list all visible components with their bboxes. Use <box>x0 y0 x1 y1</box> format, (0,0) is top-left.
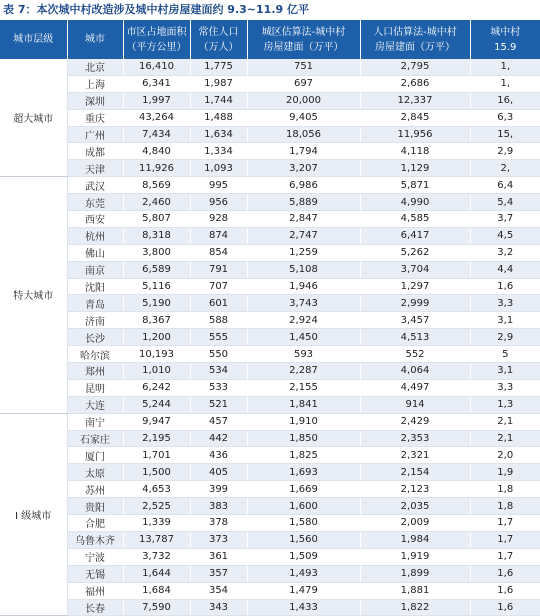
value-cell: 2,686 <box>360 75 470 92</box>
column-header-text: 市区占地面积 <box>126 26 187 38</box>
city-name-cell: 西安 <box>67 211 123 228</box>
value-cell: 1,7 <box>470 515 540 532</box>
table-row <box>0 244 540 261</box>
table-row <box>0 430 540 447</box>
value-cell: 5,807 <box>123 211 190 228</box>
value-cell: 1,580 <box>247 515 360 532</box>
value-cell: 534 <box>190 363 247 380</box>
value-cell: 1,200 <box>123 329 190 346</box>
value-cell: 2,747 <box>247 227 360 244</box>
value-cell: 593 <box>247 346 360 363</box>
table-row <box>0 227 540 244</box>
city-name-cell: 合肥 <box>67 515 123 532</box>
column-header <box>190 20 247 59</box>
value-cell: 2,009 <box>360 515 470 532</box>
city-name-cell: 宁波 <box>67 548 123 565</box>
value-cell: 6,341 <box>123 75 190 92</box>
value-cell: 357 <box>190 565 247 582</box>
value-cell: 3,1 <box>470 363 540 380</box>
value-cell: 2,9 <box>470 143 540 160</box>
city-name-cell: 成都 <box>67 143 123 160</box>
value-cell: 1,744 <box>190 92 247 109</box>
value-cell: 1,7 <box>470 531 540 548</box>
value-cell: 3,207 <box>247 160 360 177</box>
value-cell: 2,460 <box>123 194 190 211</box>
column-header-text: 15.9 <box>494 41 517 53</box>
city-name-cell: 深圳 <box>67 92 123 109</box>
table-row <box>0 75 540 92</box>
city-name-cell: 郑州 <box>67 363 123 380</box>
city-name-cell: 南京 <box>67 261 123 278</box>
value-cell: 1,297 <box>360 278 470 295</box>
value-cell: 5,889 <box>247 194 360 211</box>
value-cell: 5 <box>470 346 540 363</box>
value-cell: 2,525 <box>123 498 190 515</box>
value-cell: 405 <box>190 464 247 481</box>
value-cell: 4,585 <box>360 211 470 228</box>
city-name-cell: 杭州 <box>67 227 123 244</box>
value-cell: 2,795 <box>360 59 470 75</box>
value-cell: 1,910 <box>247 413 360 430</box>
value-cell: 1,684 <box>123 582 190 599</box>
value-cell: 2,195 <box>123 430 190 447</box>
value-cell: 9,405 <box>247 109 360 126</box>
table-row <box>0 59 540 75</box>
city-name-cell: 青岛 <box>67 295 123 312</box>
value-cell: 457 <box>190 413 247 430</box>
value-cell: 2,847 <box>247 211 360 228</box>
column-header-text: 城市 <box>85 34 105 45</box>
column-header-text: （万人） <box>198 41 239 53</box>
value-cell: 8,318 <box>123 227 190 244</box>
city-name-cell: 苏州 <box>67 481 123 498</box>
table-row <box>0 363 540 380</box>
value-cell: 601 <box>190 295 247 312</box>
table-row <box>0 329 540 346</box>
value-cell: 2,353 <box>360 430 470 447</box>
value-cell: 1,8 <box>470 498 540 515</box>
city-tier-cell: I 级城市 <box>0 413 67 616</box>
value-cell: 1,010 <box>123 363 190 380</box>
table-row <box>0 582 540 599</box>
value-cell: 1,339 <box>123 515 190 532</box>
value-cell: 751 <box>247 59 360 75</box>
table-row <box>0 211 540 228</box>
value-cell: 1,701 <box>123 447 190 464</box>
value-cell: 1,433 <box>247 599 360 616</box>
table-header <box>0 20 540 59</box>
value-cell: 533 <box>190 379 247 396</box>
value-cell: 2,1 <box>470 430 540 447</box>
value-cell: 2,123 <box>360 481 470 498</box>
city-name-cell: 北京 <box>67 59 123 75</box>
value-cell: 12,337 <box>360 92 470 109</box>
value-cell: 1,6 <box>470 599 540 616</box>
table-row <box>0 464 540 481</box>
value-cell: 5,108 <box>247 261 360 278</box>
table-row <box>0 261 540 278</box>
value-cell: 6,242 <box>123 379 190 396</box>
value-cell: 1,881 <box>360 582 470 599</box>
value-cell: 4,513 <box>360 329 470 346</box>
value-cell: 1,984 <box>360 531 470 548</box>
value-cell: 2,035 <box>360 498 470 515</box>
city-name-cell: 东莞 <box>67 194 123 211</box>
value-cell: 4,653 <box>123 481 190 498</box>
value-cell: 6,417 <box>360 227 470 244</box>
value-cell: 13,787 <box>123 531 190 548</box>
value-cell: 43,264 <box>123 109 190 126</box>
column-header <box>67 20 123 59</box>
value-cell: 3,1 <box>470 312 540 329</box>
city-name-cell: 无锡 <box>67 565 123 582</box>
column-header-text: 房屋建面（万平） <box>375 41 455 53</box>
table-row <box>0 295 540 312</box>
value-cell: 436 <box>190 447 247 464</box>
value-cell: 1,3 <box>470 396 540 413</box>
value-cell: 1,259 <box>247 244 360 261</box>
value-cell: 9,947 <box>123 413 190 430</box>
value-cell: 1,9 <box>470 464 540 481</box>
value-cell: 378 <box>190 515 247 532</box>
value-cell: 2,429 <box>360 413 470 430</box>
table-row <box>0 143 540 160</box>
value-cell: 1,6 <box>470 582 540 599</box>
table-row <box>0 194 540 211</box>
city-name-cell: 重庆 <box>67 109 123 126</box>
table-row <box>0 109 540 126</box>
value-cell: 3,2 <box>470 244 540 261</box>
value-cell: 1,6 <box>470 278 540 295</box>
value-cell: 1,334 <box>190 143 247 160</box>
value-cell: 1,093 <box>190 160 247 177</box>
value-cell: 1,509 <box>247 548 360 565</box>
value-cell: 16, <box>470 92 540 109</box>
value-cell: 343 <box>190 599 247 616</box>
column-header-text: （平方公里） <box>126 41 187 53</box>
table-row <box>0 599 540 616</box>
table-row <box>0 92 540 109</box>
column-header <box>470 20 540 59</box>
value-cell: 5,190 <box>123 295 190 312</box>
value-cell: 1,822 <box>360 599 470 616</box>
value-cell: 8,367 <box>123 312 190 329</box>
value-cell: 1,919 <box>360 548 470 565</box>
value-cell: 1,560 <box>247 531 360 548</box>
table-title: 表 7：本次城中村改造涉及城中村房屋建面约 9.3~11.9 亿平 <box>3 3 309 16</box>
value-cell: 2,999 <box>360 295 470 312</box>
value-cell: 2,9 <box>470 329 540 346</box>
table-row <box>0 379 540 396</box>
value-cell: 442 <box>190 430 247 447</box>
city-name-cell: 佛山 <box>67 244 123 261</box>
value-cell: 11,926 <box>123 160 190 177</box>
column-header-text: 人口估算法-城中村 <box>373 26 457 38</box>
value-cell: 1,644 <box>123 565 190 582</box>
value-cell: 521 <box>190 396 247 413</box>
city-name-cell: 南宁 <box>67 413 123 430</box>
table-row <box>0 160 540 177</box>
value-cell: 2,1 <box>470 413 540 430</box>
table-row <box>0 346 540 363</box>
value-cell: 791 <box>190 261 247 278</box>
city-name-cell: 天津 <box>67 160 123 177</box>
column-header <box>123 20 190 59</box>
value-cell: 854 <box>190 244 247 261</box>
city-name-cell: 昆明 <box>67 379 123 396</box>
table-row <box>0 565 540 582</box>
value-cell: 354 <box>190 582 247 599</box>
value-cell: 7,434 <box>123 126 190 143</box>
value-cell: 18,056 <box>247 126 360 143</box>
value-cell: 1,7 <box>470 548 540 565</box>
city-name-cell: 沈阳 <box>67 278 123 295</box>
value-cell: 874 <box>190 227 247 244</box>
value-cell: 4,4 <box>470 261 540 278</box>
value-cell: 2,154 <box>360 464 470 481</box>
value-cell: 2,0 <box>470 447 540 464</box>
value-cell: 6,4 <box>470 177 540 194</box>
table-row <box>0 447 540 464</box>
value-cell: 11,956 <box>360 126 470 143</box>
value-cell: 1,450 <box>247 329 360 346</box>
table-row <box>0 548 540 565</box>
value-cell: 15, <box>470 126 540 143</box>
column-header-text: 城市层级 <box>13 34 54 45</box>
value-cell: 1,669 <box>247 481 360 498</box>
value-cell: 20,000 <box>247 92 360 109</box>
table-body <box>0 59 540 616</box>
table-row <box>0 126 540 143</box>
value-cell: 3,3 <box>470 295 540 312</box>
column-header <box>360 20 470 59</box>
value-cell: 3,7 <box>470 211 540 228</box>
city-tier-cell: 超大城市 <box>0 59 67 177</box>
city-name-cell: 长沙 <box>67 329 123 346</box>
value-cell: 2,155 <box>247 379 360 396</box>
value-cell: 1,129 <box>360 160 470 177</box>
value-cell: 2, <box>470 160 540 177</box>
value-cell: 10,193 <box>123 346 190 363</box>
value-cell: 1,850 <box>247 430 360 447</box>
value-cell: 4,064 <box>360 363 470 380</box>
value-cell: 6,589 <box>123 261 190 278</box>
value-cell: 995 <box>190 177 247 194</box>
table-row <box>0 413 540 430</box>
table-row <box>0 498 540 515</box>
city-name-cell: 哈尔滨 <box>67 346 123 363</box>
city-name-cell: 上海 <box>67 75 123 92</box>
column-header-text: 城区估算法-城中村 <box>261 26 346 38</box>
value-cell: 928 <box>190 211 247 228</box>
value-cell: 707 <box>190 278 247 295</box>
value-cell: 956 <box>190 194 247 211</box>
value-cell: 552 <box>360 346 470 363</box>
value-cell: 383 <box>190 498 247 515</box>
city-name-cell: 石家庄 <box>67 430 123 447</box>
value-cell: 1, <box>470 59 540 75</box>
value-cell: 3,732 <box>123 548 190 565</box>
value-cell: 5,244 <box>123 396 190 413</box>
table-row <box>0 481 540 498</box>
value-cell: 1,794 <box>247 143 360 160</box>
city-name-cell: 长春 <box>67 599 123 616</box>
column-header-text: 房屋建面（万平） <box>263 41 344 53</box>
value-cell: 2,287 <box>247 363 360 380</box>
value-cell: 361 <box>190 548 247 565</box>
value-cell: 1,775 <box>190 59 247 75</box>
value-cell: 2,924 <box>247 312 360 329</box>
value-cell: 1,493 <box>247 565 360 582</box>
city-village-table <box>0 20 540 616</box>
city-name-cell: 武汉 <box>67 177 123 194</box>
city-name-cell: 厦门 <box>67 447 123 464</box>
table-row <box>0 531 540 548</box>
value-cell: 3,457 <box>360 312 470 329</box>
city-name-cell: 乌鲁木齐 <box>67 531 123 548</box>
value-cell: 4,118 <box>360 143 470 160</box>
value-cell: 1, <box>470 75 540 92</box>
value-cell: 8,569 <box>123 177 190 194</box>
city-name-cell: 福州 <box>67 582 123 599</box>
value-cell: 5,262 <box>360 244 470 261</box>
value-cell: 3,800 <box>123 244 190 261</box>
value-cell: 6,3 <box>470 109 540 126</box>
table-row <box>0 312 540 329</box>
column-header <box>247 20 360 59</box>
value-cell: 2,321 <box>360 447 470 464</box>
city-name-cell: 贵阳 <box>67 498 123 515</box>
value-cell: 1,825 <box>247 447 360 464</box>
value-cell: 1,693 <box>247 464 360 481</box>
value-cell: 7,590 <box>123 599 190 616</box>
value-cell: 4,5 <box>470 227 540 244</box>
value-cell: 4,497 <box>360 379 470 396</box>
value-cell: 399 <box>190 481 247 498</box>
value-cell: 555 <box>190 329 247 346</box>
city-name-cell: 广州 <box>67 126 123 143</box>
value-cell: 1,488 <box>190 109 247 126</box>
table-row <box>0 278 540 295</box>
table-row <box>0 515 540 532</box>
value-cell: 1,500 <box>123 464 190 481</box>
value-cell: 16,410 <box>123 59 190 75</box>
value-cell: 550 <box>190 346 247 363</box>
value-cell: 1,600 <box>247 498 360 515</box>
table-row <box>0 177 540 194</box>
value-cell: 3,3 <box>470 379 540 396</box>
value-cell: 4,990 <box>360 194 470 211</box>
column-header <box>0 20 67 59</box>
value-cell: 914 <box>360 396 470 413</box>
value-cell: 1,997 <box>123 92 190 109</box>
city-tier-cell: 特大城市 <box>0 177 67 413</box>
value-cell: 5,4 <box>470 194 540 211</box>
value-cell: 5,116 <box>123 278 190 295</box>
column-header-text: 常住人口 <box>198 26 239 38</box>
value-cell: 1,841 <box>247 396 360 413</box>
table-row <box>0 396 540 413</box>
value-cell: 4,840 <box>123 143 190 160</box>
value-cell: 373 <box>190 531 247 548</box>
value-cell: 3,743 <box>247 295 360 312</box>
value-cell: 1,899 <box>360 565 470 582</box>
value-cell: 5,871 <box>360 177 470 194</box>
column-header-text: 城中村 <box>490 26 521 38</box>
city-name-cell: 太原 <box>67 464 123 481</box>
value-cell: 6,986 <box>247 177 360 194</box>
city-name-cell: 大连 <box>67 396 123 413</box>
value-cell: 3,704 <box>360 261 470 278</box>
value-cell: 1,479 <box>247 582 360 599</box>
value-cell: 2,845 <box>360 109 470 126</box>
city-name-cell: 济南 <box>67 312 123 329</box>
value-cell: 1,946 <box>247 278 360 295</box>
value-cell: 1,8 <box>470 481 540 498</box>
value-cell: 1,987 <box>190 75 247 92</box>
value-cell: 1,634 <box>190 126 247 143</box>
value-cell: 1,6 <box>470 565 540 582</box>
value-cell: 588 <box>190 312 247 329</box>
value-cell: 697 <box>247 75 360 92</box>
